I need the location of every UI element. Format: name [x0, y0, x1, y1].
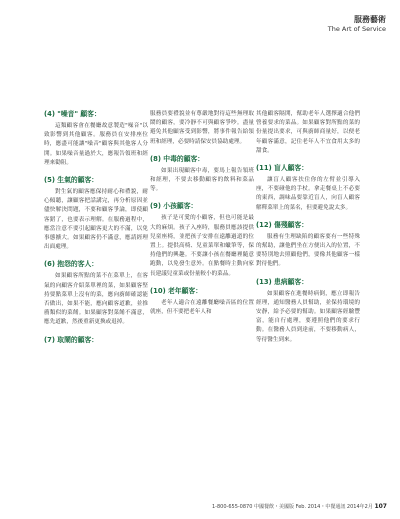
- body-paragraph: 其他顧客隔開，幫助老年人選擇適合他們營養要求的菜品。如果顧客對所點的菜的份量提出要求，可與廚師商量好，以便老年顧客滿意，記住老年人不宜食用太多的甜食。: [256, 111, 360, 154]
- footer-text: 1-800-655-0870 中國餐飲・美國版 Feb. 2014・中餐通訊 2014年2月: [212, 504, 373, 510]
- section-heading: (9) 小孩顧客：: [150, 202, 198, 211]
- section-heading: (6) 抱怨的客人：: [44, 260, 99, 269]
- body-paragraph: 讓盲人顧客扶住你的左臂並引導入座，不要碰他的手杖。拿走餐桌上不必要的東西，調味品要靠近盲人，向盲人顧客解釋菜單上的菜名，但要避免說太多。: [256, 177, 360, 211]
- body-paragraph: 如果出現顧客中毒，要馬上報告領班和經理，不要去移動顧客的飲料和菜品等。: [150, 167, 254, 193]
- section-heading: (11) 盲人顧客：: [256, 164, 309, 173]
- column-middle: [150, 110, 254, 317]
- column-left: [44, 110, 148, 348]
- body-paragraph: 服務有生理缺陷的顧客要有一些特殊的幫助，讓他們坐在方便出入的位置，不要特別地去照顧他們，要像其他顧客一樣對待他們。: [256, 233, 360, 268]
- body-paragraph: 如果顧客所點的菜不在菜單上，在客氣的向顧客介紹菜單裡的菜，如果顧客堅持要點菜單上沒有的菜，應向廚師確認能否做出，如果不能，應向顧客道歉，並推薦類似的菜餚。如果顧客對菜餚不滿意，應先道歉，然後重新更換或退掉。: [44, 273, 148, 326]
- section-title: 服務藝術: [354, 15, 386, 24]
- body-paragraph: 如果顧客在進餐時病倒，應立即報告經理，通知醫務人員幫助，並保持環境的安靜，給予必要的幫助。如果顧客經驗豐富，能自行處理，要遵照他們的要求行動。在醫務人員到達前，不要移動病人，等待醫生到來。: [256, 290, 360, 343]
- section-heading: (13) 患病顧客：: [256, 277, 309, 286]
- page-footer: [212, 503, 387, 510]
- section-heading: (8) 中毒的顧客：: [150, 154, 205, 163]
- page-number: 107: [374, 503, 387, 510]
- section-heading: (5) 生氣的顧客：: [44, 176, 99, 185]
- section-heading: (4) "噪音" 顧客：: [44, 110, 101, 118]
- body-paragraph: 對生氣的顧客應保持耐心和禮貌，耐心傾聽，讓顧客把話講完，再分析原因並儘快解決問題，不要和顧客爭論，即使顧客錯了，也要表示理解。在服務過程中，應當注意不要引起顧客更大的不滿，以免事態擴大。如果顧客仍不滿意，應請經理出面處理。: [44, 189, 148, 251]
- section-heading: (7) 取鬧的顧客：: [44, 335, 99, 344]
- body-paragraph: 孩子是可愛的小顧客，但也可能是最大的麻煩。孩子入座時，服務員應該提供兒童座椅，並把孩子安排在遠離過道的位置上。提供高椅、兒童菜單和蠟筆等，保持他們的興趣。不要讓小孩在餐廳裡隨意跑動，以免發生意外。在點餐時主動向家長建議兒童菜或份量較小的菜品。: [150, 215, 254, 277]
- column-right: [256, 110, 360, 345]
- section-heading: (10) 老年顧客：: [150, 286, 203, 295]
- body-paragraph: 這類顧客會在餐廳故意製造"噪音"以致影響到其他顧客。服務員在安排座位時，應盡可能讓"噪音"顧客與其他客人分開。如果噪音量過於大，應報告領班和經理來勸阻。: [44, 123, 148, 166]
- body-paragraph: 服務員要禮貌並有尊嚴地對待這些無理取鬧的顧客，要冷靜不可與顧客爭吵。盡量避免其他顧客受到影響，將事件報告給領班和經理，必要時請保安員協助處理。: [150, 111, 254, 145]
- page-header: [328, 14, 386, 34]
- section-subtitle: The Art of Service: [327, 25, 386, 33]
- section-heading: (12) 傷殘顧客：: [256, 220, 309, 229]
- body-paragraph: 老年人適合在遠離餐廳噪音區的位置就座，但不要把老年人和: [150, 299, 254, 316]
